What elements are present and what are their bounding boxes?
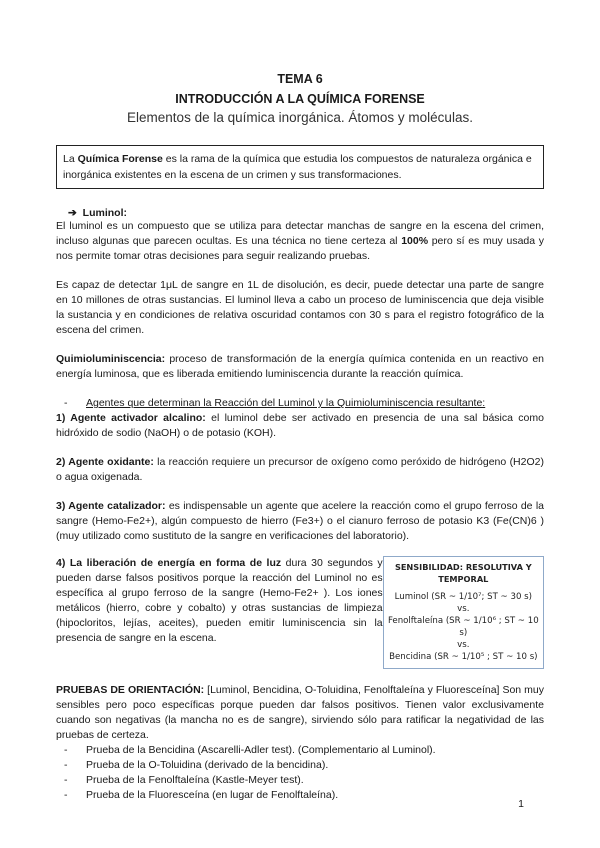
list-item bbox=[56, 743, 544, 758]
definition-lead: La bbox=[63, 153, 78, 165]
sensibilidad-fenolftaleina: Fenolftaleína (SR ~ 1/10⁶ ; ST ~ 10 s) bbox=[387, 616, 539, 638]
quimio-term: Quimioluminiscencia: bbox=[56, 353, 166, 365]
document-header bbox=[56, 72, 544, 125]
agente-4 bbox=[56, 556, 383, 669]
agente-3-text: es indispensable un agente que acelere la reacción como el grupo ferroso de la sangre (Hemo-Fe2+), algún compuesto de hierro (Fe3+) o el cianuro ferroso de potasio K3 (Fe(CN)6 ) (muy utilizado como sustituto de la sangre en verificaciones del laboratorio). bbox=[56, 500, 545, 542]
dash-bullet: - bbox=[64, 774, 68, 786]
tema-label: TEMA 6 bbox=[277, 72, 323, 86]
sensibilidad-vs-1: vs. bbox=[457, 604, 470, 614]
dash-bullet: - bbox=[64, 397, 68, 409]
luminol-p1-b: pero sí es muy usada y nos permite tomar otras decisiones para seguir realizando pruebas. bbox=[56, 235, 544, 262]
sensibilidad-box bbox=[383, 556, 544, 669]
list-item bbox=[56, 758, 544, 773]
dash-bullet: - bbox=[64, 789, 68, 801]
definition-term: Química Forense bbox=[77, 153, 163, 165]
page-number: 1 bbox=[518, 798, 524, 810]
sensibilidad-title: SENSIBILIDAD: RESOLUTIVA Y TEMPORAL bbox=[394, 562, 532, 584]
pruebas-term: PRUEBAS DE ORIENTACIÓN: bbox=[56, 684, 205, 696]
sensibilidad-luminol: Luminol (SR ~ 1/10⁷; ST ~ 30 s) bbox=[394, 592, 532, 602]
list-item bbox=[56, 773, 544, 788]
agente-1-term: 1) Agente activador alcalino: bbox=[56, 412, 206, 424]
quimio-paragraph bbox=[56, 352, 544, 382]
list-item bbox=[56, 788, 544, 803]
agente-1-text: el luminol debe ser activado en presencia de una sal básica como hidróxido de sodio (NaOH) o de potasio (KOH). bbox=[56, 412, 544, 439]
sensibilidad-bencidina: Bencidina (SR ~ 1/10⁵ ; ST ~ 10 s) bbox=[389, 652, 538, 662]
agente-2 bbox=[56, 455, 544, 485]
dash-bullet: - bbox=[64, 759, 68, 771]
luminol-heading bbox=[56, 207, 544, 219]
prueba-o-toluidina: Prueba de la O-Toluidina (derivado de la bencidina). bbox=[86, 759, 329, 771]
prueba-fluoresceina: Prueba de la Fluoresceína (en lugar de Fenolftaleína). bbox=[86, 789, 339, 801]
agente-4-row bbox=[56, 556, 544, 669]
definition-text: es la rama de la química que estudia los compuestos de naturaleza orgánica e inorgánica existentes en la escena de un crimen y sus transformaciones. bbox=[63, 153, 532, 181]
luminol-heading-text: Luminol: bbox=[82, 207, 127, 219]
definition-box bbox=[56, 145, 544, 189]
agentes-heading bbox=[56, 396, 544, 411]
agente-4-text: dura 30 segundos y pueden darse falsos positivos porque la reacción del Luminol no es específica al grupo ferroso de la sangre (Hemo-Fe2+ ). Los iones metálicos (hierro, cobre y cobalto) y otras sustancias de limpieza (hipocloritos, lejías, aceites), pueden emitir luminiscencia sin la presencia de sangre en la escena. bbox=[56, 557, 383, 644]
pruebas-list bbox=[56, 743, 544, 803]
agente-4-term: 4) La liberación de energía en forma de luz bbox=[56, 557, 282, 569]
prueba-fenolftaleina: Prueba de la Fenolftaleína (Kastle-Meyer test). bbox=[86, 774, 304, 786]
prueba-bencidina: Prueba de la Bencidina (Ascarelli-Adler test). (Complementario al Luminol). bbox=[86, 744, 436, 756]
luminol-p1-bold: 100% bbox=[401, 235, 429, 247]
luminol-p1-a: El luminol es un compuesto que se utiliza para detectar manchas de sangre en la escena del crimen, incluso algunas que parecen ocultas. Es una técnica no tiene certeza al bbox=[56, 220, 544, 247]
arrow-icon: ➔ bbox=[68, 207, 77, 219]
quimio-text: proceso de transformación de la energía química contenida en un reactivo en energía luminosa, que es liberada emitiendo luminiscencia durante la reacción química. bbox=[56, 353, 544, 380]
document-title: INTRODUCCIÓN A LA QUÍMICA FORENSE bbox=[175, 92, 425, 106]
agente-3 bbox=[56, 499, 544, 544]
dash-bullet: - bbox=[64, 744, 68, 756]
agente-2-text: la reacción requiere un precursor de oxígeno como peróxido de hidrógeno (H2O2) o agua oxigenada. bbox=[56, 456, 544, 483]
sensibilidad-vs-2: vs. bbox=[457, 640, 470, 650]
document-page bbox=[56, 72, 544, 803]
document-subtitle: Elementos de la química inorgánica. Átomos y moléculas. bbox=[127, 110, 473, 125]
agente-1 bbox=[56, 411, 544, 441]
luminol-paragraph-2: Es capaz de detectar 1μL de sangre en 1L de disolución, es decir, puede detectar una parte de sangre en 10 millones de otras sustancias. El luminol lleva a cabo un proceso de luminiscencia que deja visible la sustancia y en condiciones de relativa oscuridad contamos con 30 s para el registro fotográfico de la escena del crimen. bbox=[56, 279, 544, 336]
agentes-heading-text: Agentes que determinan la Reacción del Luminol y la Quimioluminiscencia resultante: bbox=[86, 397, 486, 409]
agente-2-term: 2) Agente oxidante: bbox=[56, 456, 154, 468]
luminol-paragraph-1 bbox=[56, 219, 544, 264]
pruebas-text: [Luminol, Bencidina, O-Toluidina, Fenolftaleína y Fluoresceína] Son muy sensibles pero poco específicas porque pueden dar falsos positivos. Tienen valor exclusivamente cuando son negativas (la mancha no es de sangre), sirviendo sólo para ratificar la negatividad de las pruebas de certeza. bbox=[56, 684, 544, 741]
pruebas-paragraph bbox=[56, 683, 544, 743]
agente-3-term: 3) Agente catalizador: bbox=[56, 500, 166, 512]
